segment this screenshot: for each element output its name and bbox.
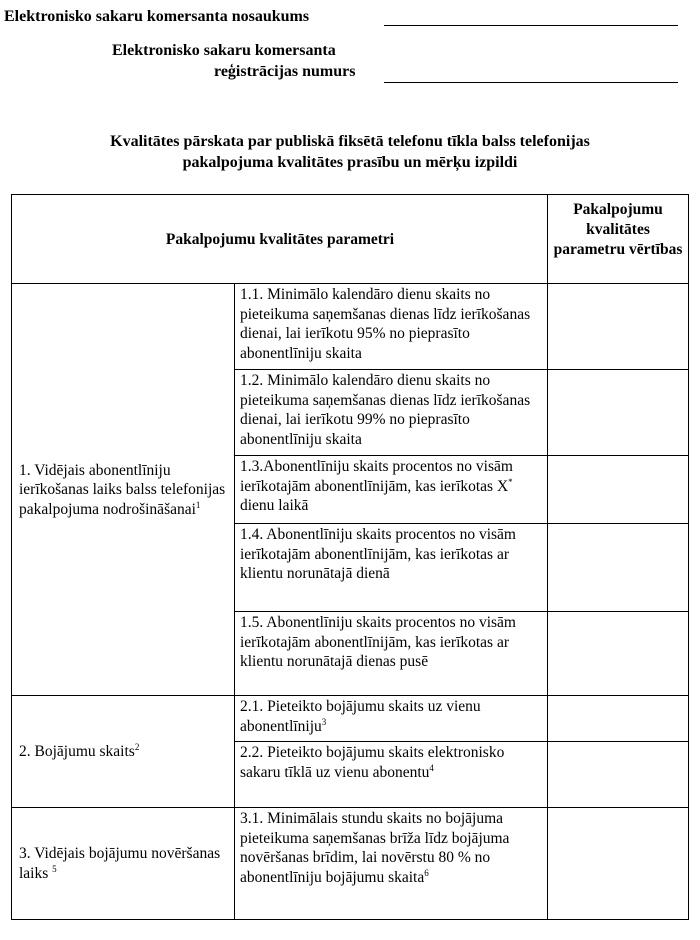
reg-number-field[interactable] <box>384 82 678 83</box>
row-2-2-footnote: 4 <box>429 762 434 773</box>
group-3-label <box>12 808 235 920</box>
row-3-1 <box>235 808 548 920</box>
company-name-label: Elektronisko sakaru komersanta nosaukums <box>4 8 310 25</box>
row-3-1-text: 3.1. Minimālais stundu skaits no bojājuma pieteikuma saņemšanas brīža līdz bojājuma novēršanas brīdim, lai novērstu 80 % no abonentlīniju bojājumu skaita <box>240 810 510 886</box>
row-2-2 <box>235 742 548 808</box>
row-1-3-text: 1.3.Abonentlīniju skaits procentos no visām ierīkotajām abonentlīnijām, kas ierīkotas X <box>240 458 513 495</box>
row-1-3 <box>235 456 548 524</box>
row-2-1 <box>235 696 548 742</box>
value-cell-2-2[interactable] <box>548 742 689 808</box>
row-1-2-text: 1.2. Minimālo kalendāro dienu skaits no pieteikuma saņemšanas dienas līdz ierīkošanas dienai, lai ierīkotu 99% no pieprasīto abonentlīniju skaita <box>240 372 531 448</box>
group-3-footnote: 5 <box>52 863 57 874</box>
row-2-2-text: 2.2. Pieteikto bojājumu skaits elektronisko sakaru tīklā uz vienu abonentu <box>240 744 505 781</box>
value-cell-1-1[interactable] <box>548 284 689 370</box>
group-1-label <box>12 284 235 696</box>
value-cell-1-2[interactable] <box>548 370 689 456</box>
value-cell-3-1[interactable] <box>548 808 689 920</box>
group-2-footnote: 2 <box>134 742 140 753</box>
row-1-2 <box>235 370 548 456</box>
column-header-parameters: Pakalpojumu kvalitātes parametri <box>12 195 548 284</box>
row-1-1-text: 1.1. Minimālo kalendāro dienu skaits no pieteikuma saņemšanas dienas līdz ierīkošanas dienai, lai ierīkotu 95% no pieprasīto abonentlīniju skaita <box>240 286 531 362</box>
group-1-footnote: 1 <box>195 499 201 510</box>
company-name-field[interactable] <box>384 25 678 26</box>
row-1-4 <box>235 524 548 612</box>
group-2-label-text: 2. Bojājumu skaits <box>19 743 135 761</box>
row-1-5-text: 1.5. Abonentlīniju skaits procentos no visām ierīkotajām abonentlīnijām, kas ierīkotas ar klientu norunātajā dienas pusē <box>240 614 516 671</box>
column-header-values: Pakalpojumu kvalitātes parametru vērtības <box>548 195 689 284</box>
row-1-3-text-end: dienu laikā <box>240 497 309 515</box>
report-title-line1: Kvalitātes pārskata par publiskā fiksētā telefonu tīkla balss telefonijas <box>110 133 590 150</box>
reg-number-label-line2: reģistrācijas numurs <box>214 63 356 80</box>
reg-number-label-line1: Elektronisko sakaru komersanta <box>112 42 336 59</box>
group-1-label-text: 1. Vidējais abonentlīniju ierīkošanas laiks balss telefonijas pakalpojuma nodrošināšanai <box>19 461 226 518</box>
value-cell-1-5[interactable] <box>548 612 689 696</box>
row-1-5 <box>235 612 548 696</box>
row-1-1 <box>235 284 548 370</box>
quality-parameters-table <box>11 194 689 920</box>
group-2-label <box>12 696 235 808</box>
row-3-1-footnote: 6 <box>424 867 429 878</box>
value-cell-2-1[interactable] <box>548 696 689 742</box>
row-1-3-asterisk: * <box>508 476 513 487</box>
value-cell-1-3[interactable] <box>548 456 689 524</box>
group-3-label-text: 3. Vidējais bojājumu novēršanas laiks <box>19 845 221 882</box>
row-2-1-text: 2.1. Pieteikto bojājumu skaits uz vienu abonentlīniju <box>240 698 481 735</box>
report-title-line2: pakalpojuma kvalitātes prasību un mērķu izpildi <box>182 154 518 171</box>
value-cell-1-4[interactable] <box>548 524 689 612</box>
row-2-1-footnote: 3 <box>321 716 327 727</box>
row-1-4-text: 1.4. Abonentlīniju skaits procentos no visām ierīkotajām abonentlīnijām, kas ierīkotas ar klientu norunātajā dienā <box>240 526 516 583</box>
